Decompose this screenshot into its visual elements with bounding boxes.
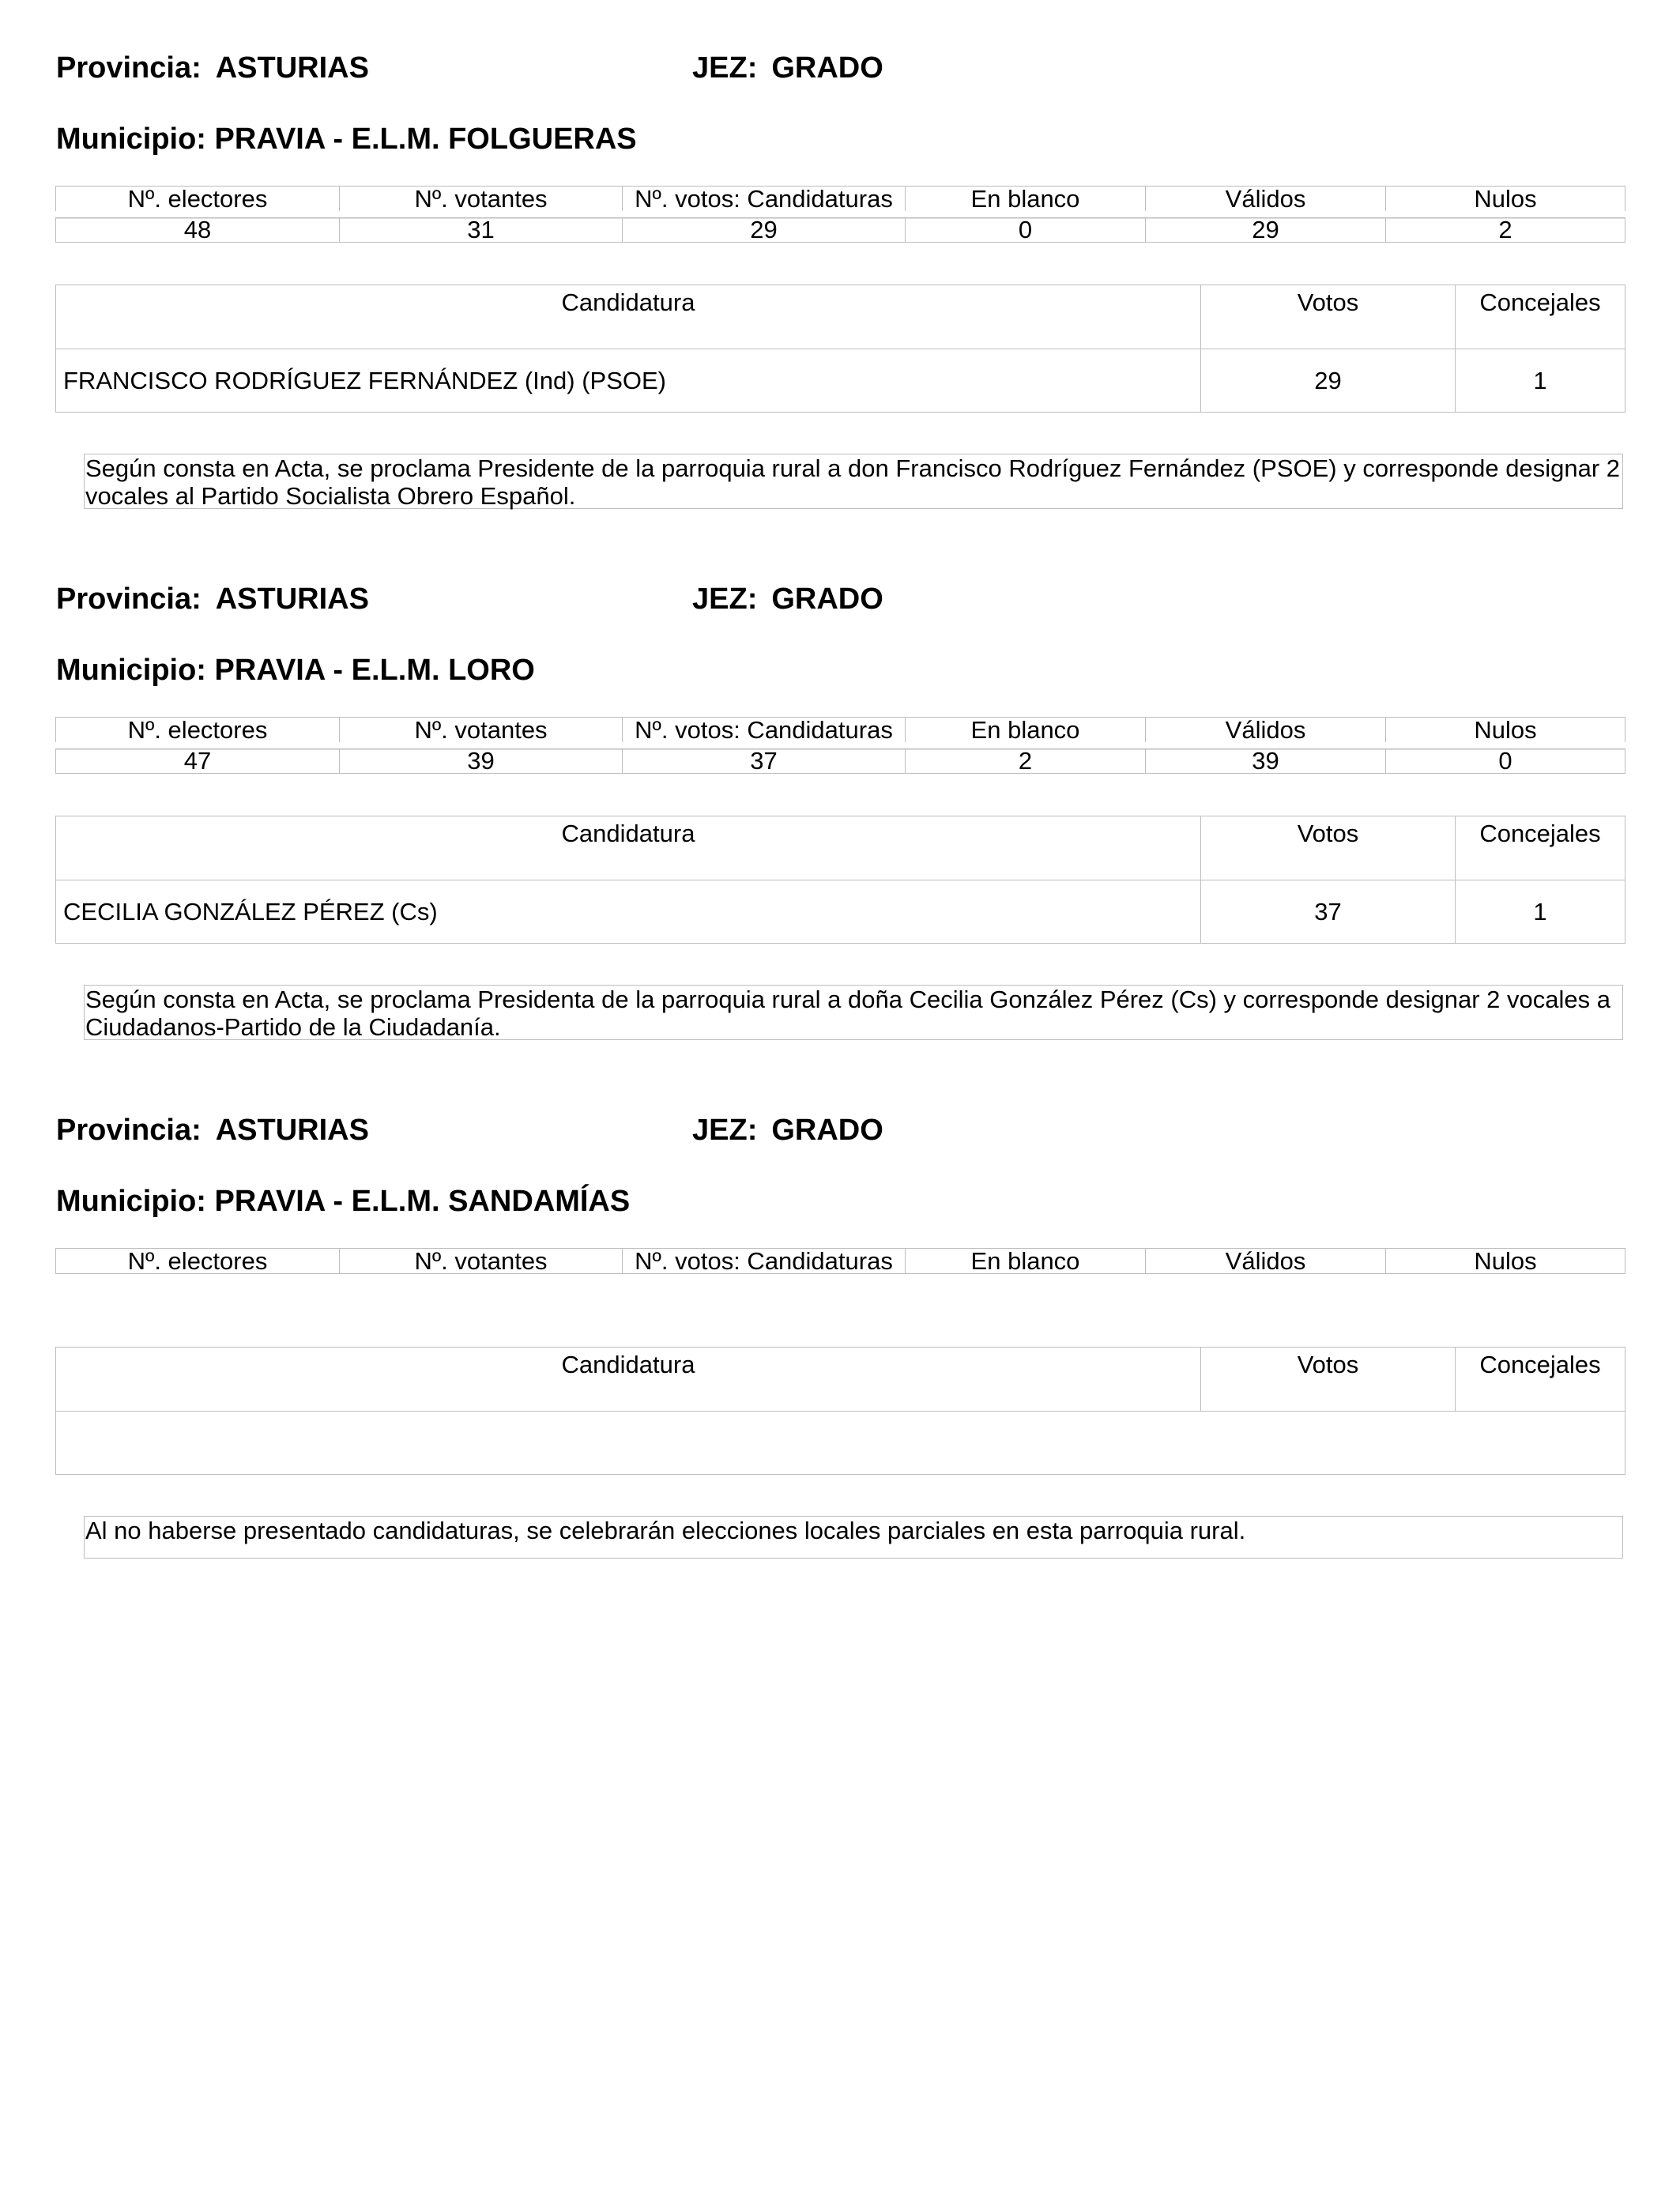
stats-value: 47: [56, 745, 340, 774]
stats-header-row: [56, 187, 1625, 215]
concejales-header: Concejales: [1456, 1348, 1625, 1412]
stats-value: 37: [623, 745, 906, 774]
proclamation-note: Al no haberse presentado candidaturas, se celebrarán elecciones locales parciales en esta parroquia rural.: [84, 1516, 1623, 1559]
stats-value: 2: [1386, 214, 1625, 243]
stats-header: Nº. electores: [56, 1249, 340, 1274]
candidate-name: FRANCISCO RODRÍGUEZ FERNÁNDEZ (Ind) (PSOE): [56, 349, 1201, 413]
concejales-header: Concejales: [1456, 816, 1625, 880]
stats-header: Nulos: [1386, 1249, 1625, 1274]
votos-header: Votos: [1201, 285, 1456, 349]
proclamation-note: Según consta en Acta, se proclama Presidente de la parroquia rural a don Francisco Rodríguez Fernández (PSOE) y corresponde designar 2 vocales al Partido Socialista Obrero Español.: [84, 454, 1623, 509]
table-row: [56, 349, 1625, 413]
candidatura-header: Candidatura: [56, 816, 1201, 880]
stats-header-row: [56, 1249, 1625, 1274]
stats-header: Nº. votos: Candidaturas: [623, 187, 906, 215]
candidatura-header: Candidatura: [56, 285, 1201, 349]
section-folgueras: [0, 0, 1680, 531]
concejales-header: Concejales: [1456, 285, 1625, 349]
stats-value: 29: [1146, 214, 1386, 243]
provincia-heading: Provincia: ASTURIAS: [56, 582, 369, 616]
section-loro: [0, 531, 1680, 1062]
municipio-heading: Municipio: PRAVIA - E.L.M. LORO: [56, 654, 535, 687]
stats-header: Nulos: [1386, 187, 1625, 215]
stats-header: Nulos: [1386, 718, 1625, 746]
jez-heading: JEZ: GRADO: [692, 582, 883, 616]
stats-header: Nº. electores: [56, 187, 340, 215]
stats-value: 0: [1386, 745, 1625, 774]
candidatura-header: Candidatura: [56, 1348, 1201, 1412]
candidate-concejales: 1: [1456, 349, 1625, 413]
stats-header: Nº. votantes: [340, 1249, 623, 1274]
candidates-table: [55, 816, 1625, 944]
stats-value: 39: [340, 745, 623, 774]
stats-header: Válidos: [1146, 718, 1386, 746]
stats-table: [55, 1248, 1625, 1274]
candidate-votos: 37: [1201, 880, 1456, 944]
stats-value: 2: [906, 745, 1146, 774]
stats-header: Válidos: [1146, 1249, 1386, 1274]
provincia-heading: Provincia: ASTURIAS: [56, 1114, 369, 1147]
candidates-header-row: [56, 1348, 1625, 1412]
stats-header: Válidos: [1146, 187, 1386, 215]
stats-value-row: [56, 214, 1625, 243]
provincia-heading: Provincia: ASTURIAS: [56, 51, 369, 85]
jez-heading: JEZ: GRADO: [692, 51, 883, 85]
stats-value: 29: [623, 214, 906, 243]
jez-heading: JEZ: GRADO: [692, 1114, 883, 1147]
stats-header: En blanco: [906, 1249, 1146, 1274]
table-row: [56, 880, 1625, 944]
stats-header-row: [56, 718, 1625, 746]
stats-value-row: [56, 745, 1625, 774]
stats-value: 39: [1146, 745, 1386, 774]
candidates-table: [55, 285, 1625, 413]
empty-cell: [56, 1412, 1625, 1475]
proclamation-note: Según consta en Acta, se proclama Presidenta de la parroquia rural a doña Cecilia González Pérez (Cs) y corresponde designar 2 vocales a Ciudadanos-Partido de la Ciudadanía.: [84, 985, 1623, 1040]
candidate-name: CECILIA GONZÁLEZ PÉREZ (Cs): [56, 880, 1201, 944]
stats-header: Nº. votos: Candidaturas: [623, 718, 906, 746]
section-sandamias: [0, 1062, 1680, 1593]
stats-header: En blanco: [906, 718, 1146, 746]
stats-header: Nº. votantes: [340, 718, 623, 746]
candidates-table: [55, 1347, 1625, 1475]
stats-value: 0: [906, 214, 1146, 243]
votos-header: Votos: [1201, 816, 1456, 880]
stats-header: Nº. votos: Candidaturas: [623, 1249, 906, 1274]
table-row-empty: [56, 1412, 1625, 1475]
candidate-votos: 29: [1201, 349, 1456, 413]
stats-header: En blanco: [906, 187, 1146, 215]
stats-value: 31: [340, 214, 623, 243]
candidates-header-row: [56, 816, 1625, 880]
stats-table: [55, 186, 1625, 243]
stats-table: [55, 717, 1625, 774]
candidate-concejales: 1: [1456, 880, 1625, 944]
candidates-header-row: [56, 285, 1625, 349]
stats-header: Nº. electores: [56, 718, 340, 746]
stats-header: Nº. votantes: [340, 187, 623, 215]
municipio-heading: Municipio: PRAVIA - E.L.M. SANDAMÍAS: [56, 1185, 631, 1218]
stats-value: 48: [56, 214, 340, 243]
votos-header: Votos: [1201, 1348, 1456, 1412]
municipio-heading: Municipio: PRAVIA - E.L.M. FOLGUERAS: [56, 123, 637, 156]
